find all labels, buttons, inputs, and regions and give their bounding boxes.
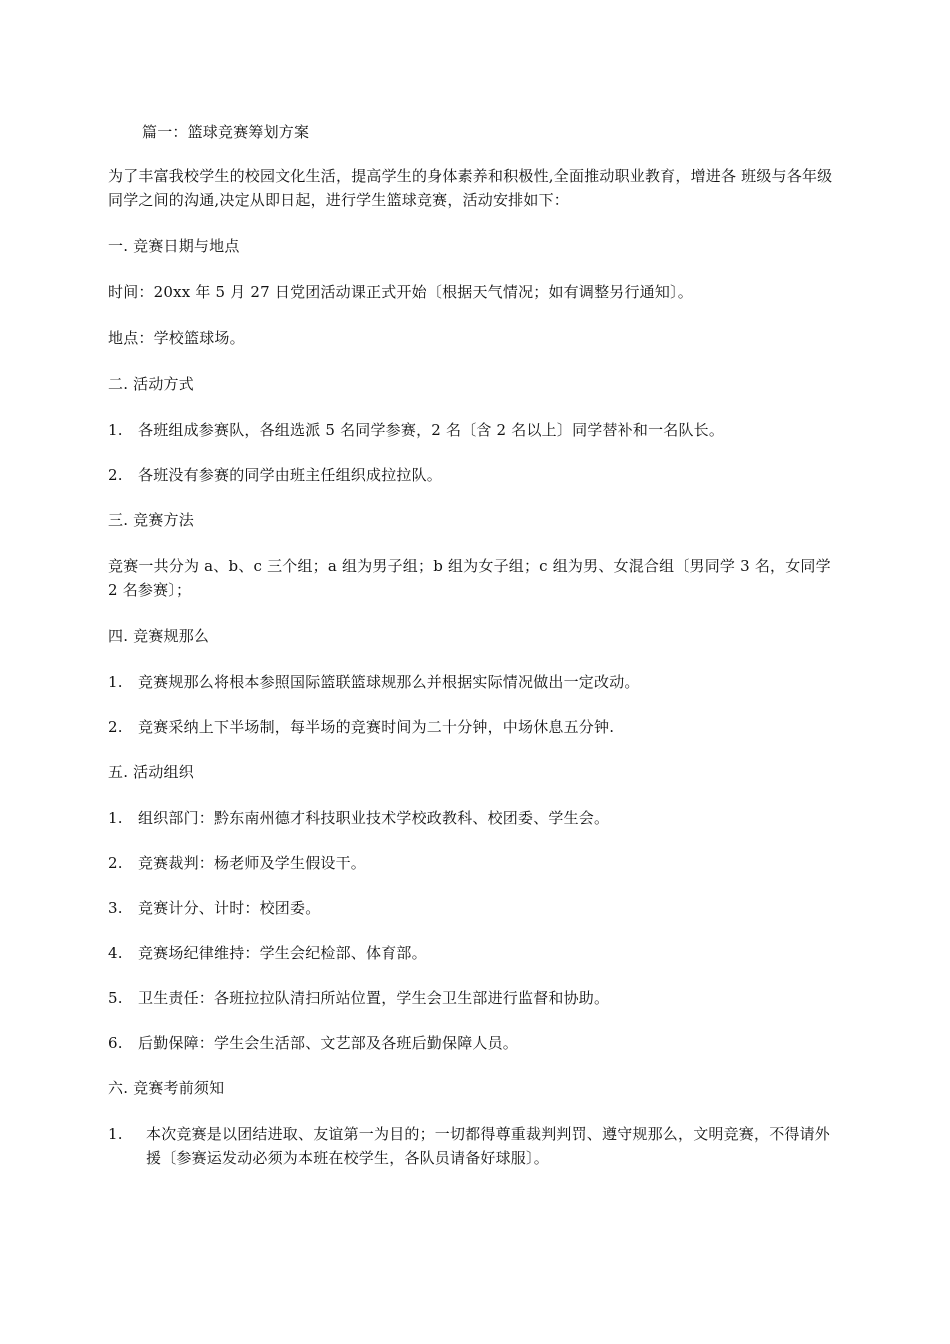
list-item-text: 竞赛计分、计时：校团委。 bbox=[138, 899, 321, 917]
list-item bbox=[108, 851, 844, 875]
list-item-number: 2. bbox=[108, 718, 123, 736]
list-item bbox=[108, 1122, 844, 1170]
list-item bbox=[108, 715, 844, 739]
list-item-text: 卫生责任：各班拉拉队清扫所站位置，学生会卫生部进行监督和协助。 bbox=[138, 989, 610, 1007]
list-item-text: 后勤保障：学生会生活部、文艺部及各班后勤保障人员。 bbox=[138, 1034, 519, 1052]
list-item bbox=[108, 941, 844, 965]
list-item-text: 组织部门：黔东南州德才科技职业技术学校政教科、校团委、学生会。 bbox=[138, 809, 610, 827]
section-heading-organization: 五. 活动组织 bbox=[108, 763, 194, 781]
list-item-number: 2. bbox=[108, 854, 123, 872]
event-time: 时间：20xx 年 5 月 27 日党团活动课正式开始〔根据天气情况；如有调整另行通知〕。 bbox=[108, 283, 693, 301]
list-item-number: 1. bbox=[108, 1125, 123, 1143]
list-item-number: 6. bbox=[108, 1034, 123, 1052]
list-item-number: 1. bbox=[108, 673, 123, 691]
list-item-text: 各班组成参赛队，各组选派 5 名同学参赛，2 名〔含 2 名以上〕同学替补和一名队长。 bbox=[138, 421, 725, 439]
list-item-text: 本次竞赛是以团结进取、友谊第一为目的；一切都得尊重裁判判罚、遵守规那么，文明竞赛，不得请外援〔参赛运发动必须为本班在校学生，各队员请备好球服〕。 bbox=[146, 1125, 831, 1167]
list-item-text: 竞赛场纪律维持：学生会纪检部、体育部。 bbox=[138, 944, 427, 962]
event-place: 地点：学校篮球场。 bbox=[108, 329, 245, 347]
competition-method-paragraph: 竞赛一共分为 a、b、c 三个组；a 组为男子组；b 组为女子组；c 组为男、女混合组〔男同学 3 名，女同学 2 名参赛〕； bbox=[108, 557, 831, 599]
list-item-number: 2. bbox=[108, 466, 123, 484]
list-item-text: 竞赛采纳上下半场制，每半场的竞赛时间为二十分钟，中场休息五分钟. bbox=[138, 718, 615, 736]
list-item bbox=[108, 896, 844, 920]
section-heading-date-place: 一. 竞赛日期与地点 bbox=[108, 237, 240, 255]
list-item bbox=[108, 463, 844, 487]
intro-paragraph: 为了丰富我校学生的校园文化生活，提高学生的身体素养和积极性,全面推动职业教育，增进各 班级与各年级同学之间的沟通,决定从即日起，进行学生篮球竞赛，活动安排如下： bbox=[108, 167, 833, 209]
list-item-number: 5. bbox=[108, 989, 123, 1007]
list-item-number: 4. bbox=[108, 944, 123, 962]
section-heading-competition-method: 三. 竞赛方法 bbox=[108, 511, 194, 529]
list-item bbox=[108, 1031, 844, 1055]
list-item bbox=[108, 418, 844, 442]
list-item bbox=[108, 670, 844, 694]
list-item-number: 3. bbox=[108, 899, 123, 917]
list-item-text: 各班没有参赛的同学由班主任组织成拉拉队。 bbox=[138, 466, 443, 484]
document-title: 篇一：篮球竞赛筹划方案 bbox=[142, 123, 310, 141]
list-item-text: 竞赛规那么将根本参照国际篮联篮球规那么并根据实际情况做出一定改动。 bbox=[138, 673, 640, 691]
document-body bbox=[108, 120, 844, 1191]
list-item bbox=[108, 986, 844, 1010]
list-item-number: 1. bbox=[108, 421, 123, 439]
list-item bbox=[108, 806, 844, 830]
section-heading-activity-format: 二. 活动方式 bbox=[108, 375, 194, 393]
list-item-number: 1. bbox=[108, 809, 123, 827]
section-heading-rules: 四. 竞赛规那么 bbox=[108, 627, 210, 645]
list-item-text: 竞赛裁判：杨老师及学生假设干。 bbox=[138, 854, 367, 872]
section-heading-notes: 六. 竞赛考前须知 bbox=[108, 1079, 225, 1097]
